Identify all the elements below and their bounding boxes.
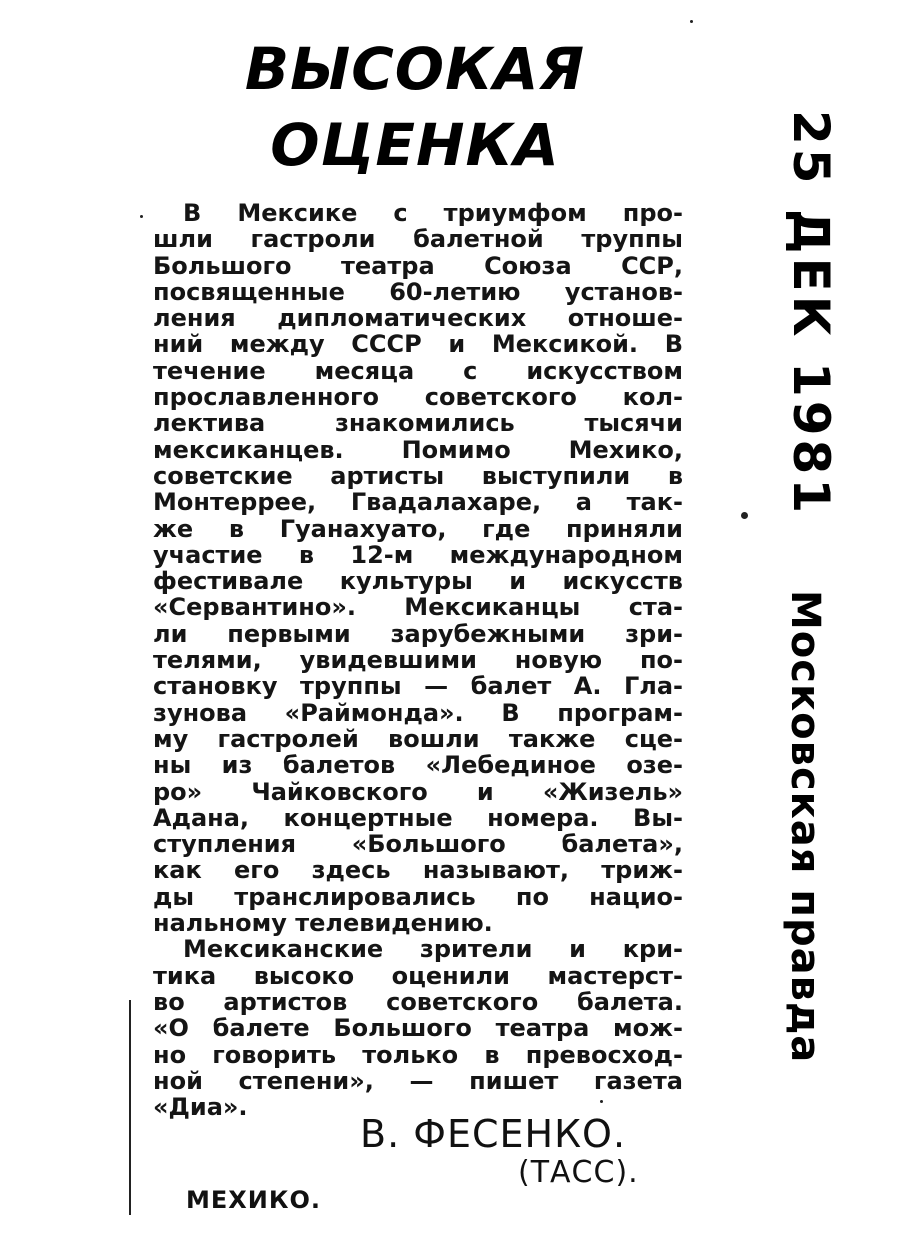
headline-line-1: ВЫСОКАЯ (244, 35, 586, 103)
body-line: мексиканцев. Помимо Мехико, (153, 435, 683, 464)
body-line: ли первыми зарубежными зри- (153, 619, 683, 648)
body-line: тика высоко оценили мастерст- (153, 961, 683, 990)
body-line: нальному телевидению. (153, 909, 493, 938)
print-speck (690, 20, 693, 23)
body-line: течение месяца с искусством (153, 356, 683, 385)
body-line: Мексиканские зрители и кри- (183, 935, 683, 964)
source-stamp: Московская правда (782, 590, 828, 1064)
body-line: ро» Чайковского и «Жизель» (153, 777, 683, 806)
body-line: Большого театра Союза ССР, (153, 251, 683, 280)
date-stamp: 25 ДЕК 1981 (782, 110, 840, 518)
author-signature: В. ФЕСЕНКО. (360, 1112, 627, 1156)
print-speck (140, 215, 143, 218)
body-line: «Сервантино». Мексиканцы ста- (153, 593, 683, 622)
body-line: «О балете Большого театра мож- (153, 1014, 683, 1043)
body-line: шли гастроли балетной труппы (153, 225, 683, 254)
body-line: во артистов советского балета. (153, 987, 683, 1016)
body-line: ной степени», — пишет газета (153, 1066, 683, 1095)
news-agency: (ТАСС). (518, 1155, 639, 1190)
body-line: ступления «Большого балета», (153, 830, 683, 859)
body-line: прославленного советского кол- (153, 383, 683, 412)
body-line: му гастролей вошли также сце- (153, 724, 683, 753)
body-line: «Диа». (153, 1093, 248, 1122)
column-rule (129, 1000, 131, 1215)
body-line: лектива знакомились тысячи (153, 409, 683, 438)
body-line: фестивале культуры и искусств (153, 567, 683, 596)
body-line: телями, увидевшими новую по- (153, 646, 683, 675)
body-line: советские артисты выступили в (153, 461, 683, 490)
body-line: участие в 12-м международном (153, 540, 683, 569)
body-line: становку труппы — балет А. Гла- (153, 672, 683, 701)
print-speck (600, 1100, 603, 1103)
print-speck (741, 512, 748, 519)
body-line: посвященные 60-летию установ- (153, 277, 683, 306)
body-line: ний между СССР и Мексикой. В (153, 330, 683, 359)
body-line: ны из балетов «Лебединое озе- (153, 751, 683, 780)
body-line: ления дипломатических отноше- (153, 304, 683, 333)
body-line: как его здесь называют, триж- (153, 856, 683, 885)
dateline: МЕХИКО. (186, 1186, 322, 1214)
body-line: Адана, концертные номера. Вы- (153, 803, 683, 832)
body-line: но говорить только в превосход- (153, 1040, 683, 1069)
body-line: В Мексике с триумфом про- (183, 199, 683, 227)
body-line: ды транслировались по нацио- (153, 882, 683, 911)
headline-line-2: ОЦЕНКА (270, 111, 560, 179)
body-line: же в Гуанахуато, где приняли (153, 514, 683, 543)
article-body (153, 200, 683, 1120)
body-line: Монтеррее, Гвадалахаре, а так- (153, 488, 683, 517)
body-line: зунова «Раймонда». В програм- (153, 698, 683, 727)
